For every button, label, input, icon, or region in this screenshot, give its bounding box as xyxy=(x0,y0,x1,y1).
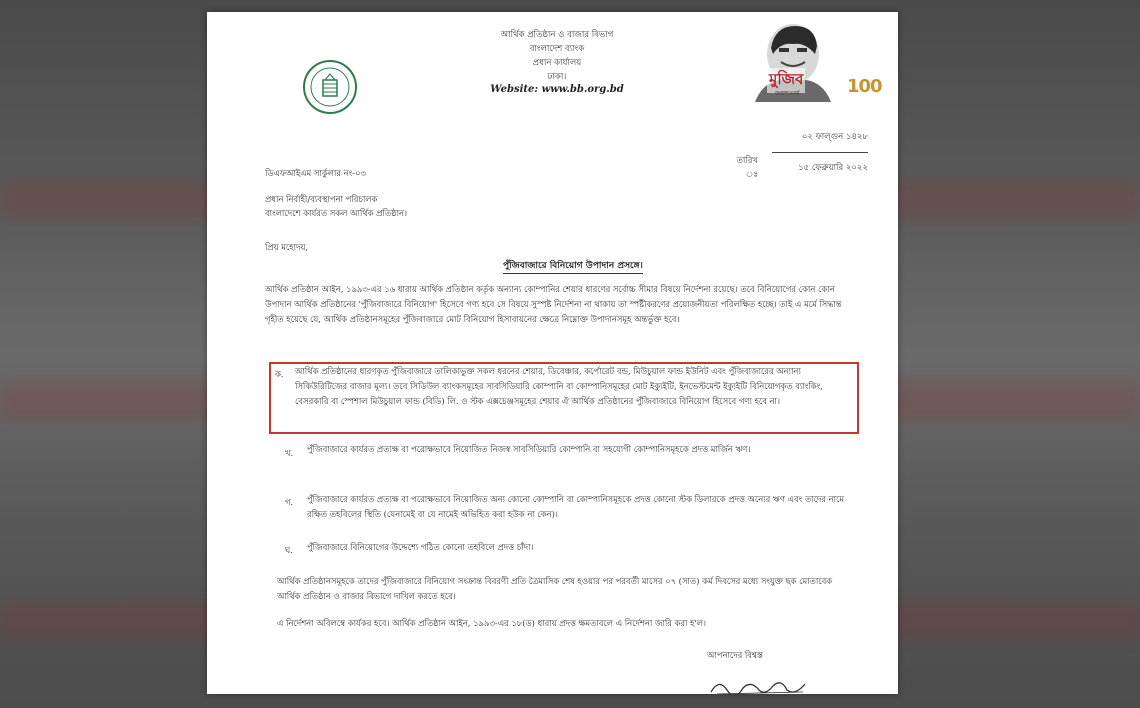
city-name: ঢাকা। xyxy=(547,72,567,82)
bangla-date: ০২ ফাল্গুন ১৪২৮ xyxy=(801,132,868,142)
mujib-logo-subtitle: জন্মশতবর্ষ xyxy=(775,90,800,97)
addressee-line-2: বাংলাদেশে কার্যরত সকল আর্থিক প্রতিষ্ঠান। xyxy=(265,208,407,218)
addressee-line-1: প্রধান নির্বাহী/ব্যবস্থাপনা পরিচালক xyxy=(265,194,378,204)
item-text: পুঁজিবাজারে কার্যরত প্রত্যক্ষ বা পরোক্ষভাবে নিয়োজিত অন্য কোনো কোম্পানি বা কোম্পানিসমূহকে প্রদত্ত কোনো স্টক ডিলারকে প্রদত্ত অন্যের ঋণ এবং তাদের নামে রক্ষিত তহবিলের স্থিতি (যেনামেই বা যে নামেই অভিহিত করা হউক না কেন)। xyxy=(307,494,845,519)
bangladesh-bank-seal-icon xyxy=(303,60,357,114)
closing-line: আপনাদের বিশ্বস্ত xyxy=(707,650,763,660)
item-text: আর্থিক প্রতিষ্ঠানের ধারণকৃত পুঁজিবাজারে তালিকাভুক্ত সকল ধরনের শেয়ার, ডিবেঞ্চার, কর্পোরেট বন্ড, মিউচুয়াল ফান্ড ইউনিট এবং পুঁজিবাজারের অন্যান্য সিকিউরিটিজের বাজার মূল্য। তবে সিডিউল ব্যাংকসমূহের সাবসিডিয়ারি কোম্পানি বা কোম্পানিসমূহের মোট ইক্যুইটি, ইনভেস্টমেন্ট ইক্যুইটি বিনিয়োগকৃত ব্যাংকিং, বেসরকারি বা স্পেশাল মিউচুয়াল ফান্ড (বিডি) লি. ও স্টক এক্সচেঞ্জসমূহের শেয়ার ঐ আর্থিক প্রতিষ্ঠানের পুঁজিবাজারে বিনিয়োগ হিসেবে গণ্য হবে না। xyxy=(295,366,823,406)
salutation: প্রিয় মহোদয়, xyxy=(265,242,309,252)
office-name: প্রধান কার্যালয় xyxy=(532,58,582,68)
date-label: তারিখ ঃ xyxy=(736,156,758,180)
item-label: ঘ. xyxy=(285,545,293,555)
mujib-logo-number: 100 xyxy=(847,76,882,97)
signature xyxy=(707,674,817,694)
department-name: আর্থিক প্রতিষ্ঠান ও বাজার বিভাগ xyxy=(500,30,614,40)
reporting-paragraph: আর্থিক প্রতিষ্ঠানসমূহকে তাদের পুঁজিবাজারে বিনিয়োগ সংক্রান্ত বিবরণী প্রতি ত্রৈমাসিক শেষ হওয়ার পর পরবর্তী মাসের ০৭ (সাত) কর্ম দিবসের মধ্যে সংযুক্ত ছক মোতাবেক আর্থিক প্রতিষ্ঠান ও বাজার বিভাগে দাখিল করতে হবে। xyxy=(277,576,833,601)
item-text: পুঁজিবাজারে বিনিয়োগের উদ্দেশ্যে গঠিত কোনো তহবিলে প্রদত্ত চাঁদা। xyxy=(307,542,534,552)
item-label: খ. xyxy=(285,448,294,458)
circular-letter-page xyxy=(207,12,898,694)
item-label: গ. xyxy=(285,497,294,507)
mujib-logo-text: মুজিব xyxy=(767,68,805,93)
intro-paragraph: আর্থিক প্রতিষ্ঠান আইন, ১৯৯৩-এর ১৬ ধারায় আর্থিক প্রতিষ্ঠান কর্তৃক অন্যান্য কোম্পানির শেয়ার ধারণের সর্বোচ্চ সীমার বিষয়ে নির্দেশনা রয়েছে। তবে বিনিয়োগের কোন কোন উপাদান আর্থিক প্রতিষ্ঠানের 'পুঁজিবাজারে বিনিয়োগ' হিসেবে গণ্য হবে সে বিষয়ে সুস্পষ্ট নির্দেশনা না থাকায় তা স্পষ্টীকরণের প্রয়োজনীয়তা পরিলক্ষিত হচ্ছে। তাই এ মর্মে সিদ্ধান্ত গৃহীত হয়েছে যে, আর্থিক প্রতিষ্ঠানসমূহের পুঁজিবাজারে মোট বিনিয়োগ হিসাবায়নের ক্ষেত্রে নিম্নোক্ত উপাদানসমূহ অন্তর্ভুক্ত হবে। xyxy=(265,284,842,324)
item-label: ক. xyxy=(275,369,284,379)
bank-name: বাংলাদেশ ব্যাংক xyxy=(529,44,585,54)
date-divider xyxy=(772,152,868,153)
english-date: ১৫ ফেব্রুয়ারি ২০২২ xyxy=(798,163,868,173)
effect-paragraph: এ নির্দেশনা অবিলম্বে কার্যকর হবে। আর্থিক প্রতিষ্ঠান আইন, ১৯৯৩-এর ১৮(ড) ধারায় প্রদত্ত ক্ষমতাবলে এ নির্দেশনা জারি করা হ'ল। xyxy=(277,618,707,628)
circular-reference: ডিএফআইএম সার্কুলার নং-০৩ xyxy=(265,168,366,178)
date-block xyxy=(736,130,868,183)
website-link[interactable]: Website: www.bb.org.bd xyxy=(490,84,624,95)
item-text: পুঁজিবাজারে কার্যরত প্রত্যক্ষ বা পরোক্ষভাবে নিয়োজিত নিজস্ব সাবসিডিয়ারি কোম্পানি বা সহযোগী কোম্পানিসমূহকে প্রদত্ত মার্জিন ঋণ। xyxy=(307,444,751,454)
mujib-centenary-logo xyxy=(735,18,882,102)
subject-line: পুঁজিবাজারে বিনিয়োগ উপাদান প্রসঙ্গে। xyxy=(503,258,643,274)
